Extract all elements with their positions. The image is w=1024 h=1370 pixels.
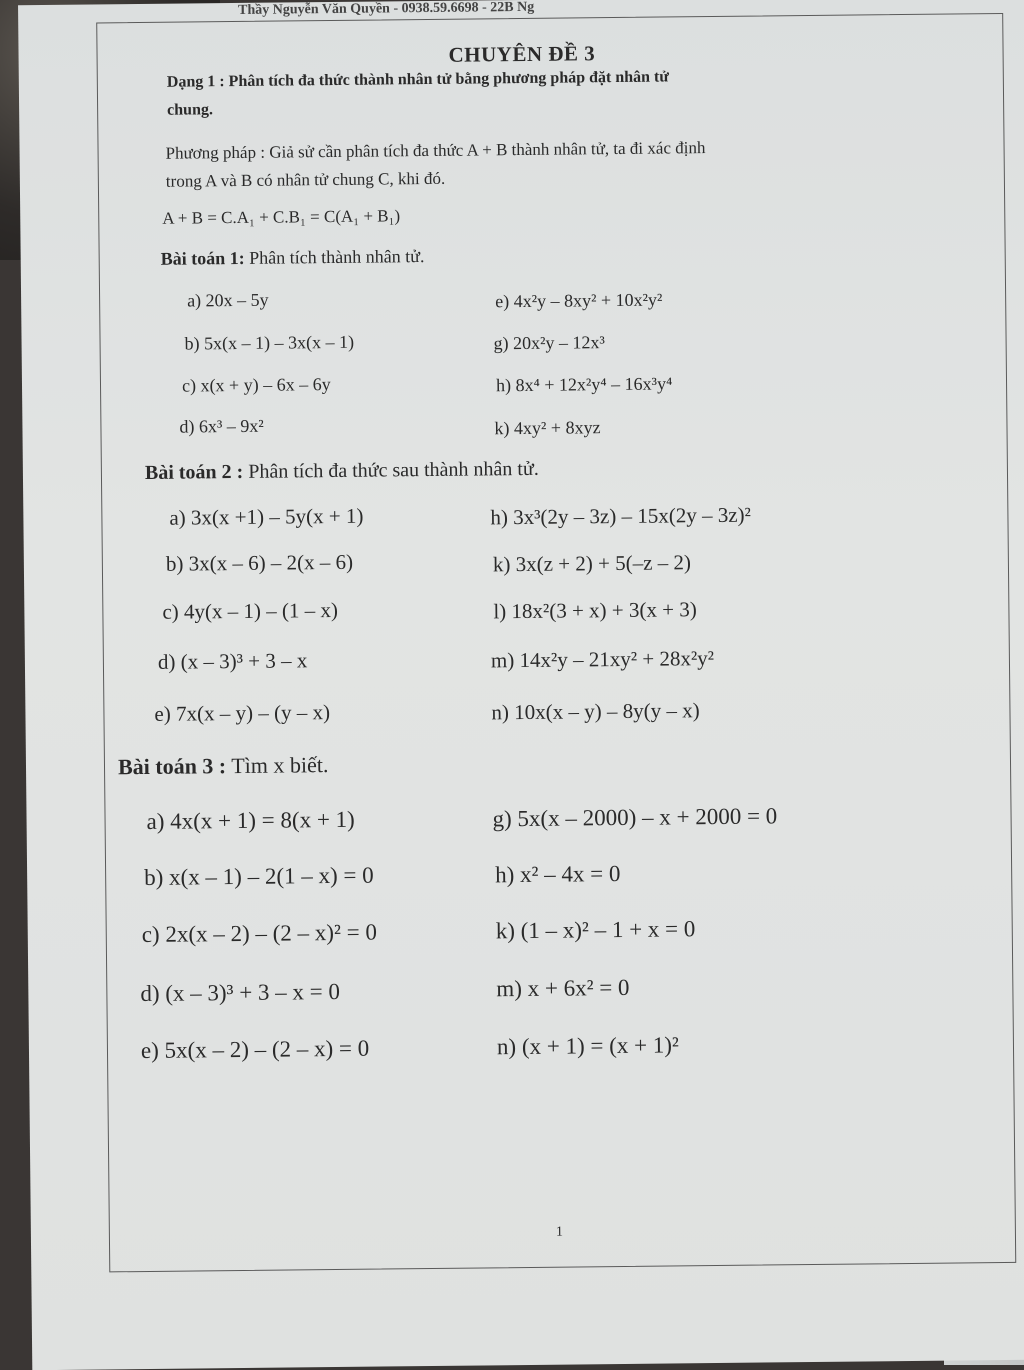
s2-item-n: n) 10x(x – y) – 8y(y – x) xyxy=(491,698,700,725)
s3-item-n: n) (x + 1) = (x + 1)² xyxy=(496,1032,679,1060)
page-border xyxy=(96,13,1016,1272)
s1-item-k: k) 4xy² + 8xyz xyxy=(494,417,601,439)
section2-heading-bold: Bài toán 2 : xyxy=(144,460,244,484)
s2-item-l: l) 18x²(3 + x) + 3(x + 3) xyxy=(493,597,697,624)
section3-heading xyxy=(118,752,329,780)
s3-item-k: k) (1 – x)² – 1 + x = 0 xyxy=(495,916,696,944)
s3-item-e: e) 5x(x – 2) – (2 – x) = 0 xyxy=(140,1035,370,1064)
s3-item-h: h) x² – 4x = 0 xyxy=(495,861,621,888)
s2-item-a: a) 3x(x +1) – 5y(x + 1) xyxy=(169,503,364,530)
method-line1: Phương pháp : Giả sử cần phân tích đa thức A + B thành nhân tử, ta đi xác định xyxy=(165,138,706,163)
s1-item-a: a) 20x – 5y xyxy=(187,289,269,311)
s2-item-e: e) 7x(x – y) – (y – x) xyxy=(154,700,331,726)
section3-heading-text: Tìm x biết. xyxy=(226,752,329,779)
s2-item-k: k) 3x(z + 2) + 5(–z – 2) xyxy=(492,550,692,577)
s1-item-e: e) 4x²y – 8xy² + 10x²y² xyxy=(495,289,663,312)
topic-heading-line1: Dạng 1 : Phân tích đa thức thành nhân tử bằng phương pháp đặt nhân tử xyxy=(166,68,670,91)
method-formula: A + B = C.A₁ + C.B₁ = C(A₁ + B₁) xyxy=(162,206,401,228)
s2-item-b: b) 3x(x – 6) – 2(x – 6) xyxy=(165,549,354,576)
section2-heading xyxy=(145,458,539,485)
s1-item-b: b) 5x(x – 1) – 3x(x – 1) xyxy=(184,331,355,354)
s2-item-c: c) 4y(x – 1) – (1 – x) xyxy=(162,597,339,624)
s3-item-g: g) 5x(x – 2000) – x + 2000 = 0 xyxy=(492,803,778,832)
topic-heading-line2: chung. xyxy=(167,101,214,119)
s3-item-a: a) 4x(x + 1) = 8(x + 1) xyxy=(146,806,355,834)
section1-heading-bold: Bài toán 1: xyxy=(160,247,245,269)
s3-item-d: d) (x – 3)³ + 3 – x = 0 xyxy=(140,978,341,1007)
s1-item-g: g) 20x²y – 12x³ xyxy=(493,332,605,354)
s1-item-d: d) 6x³ – 9x² xyxy=(179,415,264,437)
section3-heading-bold: Bài toán 3 : xyxy=(117,753,227,780)
s1-item-h: h) 8x⁴ + 12x²y⁴ – 16x³y⁴ xyxy=(495,373,673,396)
s2-item-h: h) 3x³(2y – 3z) – 15x(2y – 3z)² xyxy=(490,502,751,530)
s3-item-b: b) x(x – 1) – 2(1 – x) = 0 xyxy=(144,862,374,890)
page-title: CHUYÊN ĐỀ 3 xyxy=(448,41,596,67)
section1-heading xyxy=(161,246,425,270)
section1-heading-text: Phân tích thành nhân tử. xyxy=(244,246,425,268)
worksheet-page xyxy=(18,0,1024,1370)
s2-item-m: m) 14x²y – 21xy² + 28x²y² xyxy=(490,646,715,673)
section2-heading-text: Phân tích đa thức sau thành nhân tử. xyxy=(243,457,539,483)
s2-item-d: d) (x – 3)³ + 3 – x xyxy=(157,648,308,674)
s3-item-m: m) x + 6x² = 0 xyxy=(496,974,630,1002)
s1-item-c: c) x(x + y) – 6x – 6y xyxy=(181,374,331,396)
teacher-header: Thầy Nguyễn Văn Quyền - 0938.59.6698 - 22B Ng xyxy=(238,0,535,18)
method-line2: trong A và B có nhân tử chung C, khi đó. xyxy=(165,168,446,191)
s3-item-c: c) 2x(x – 2) – (2 – x)² = 0 xyxy=(141,919,378,948)
page-number: 1 xyxy=(555,1224,563,1240)
